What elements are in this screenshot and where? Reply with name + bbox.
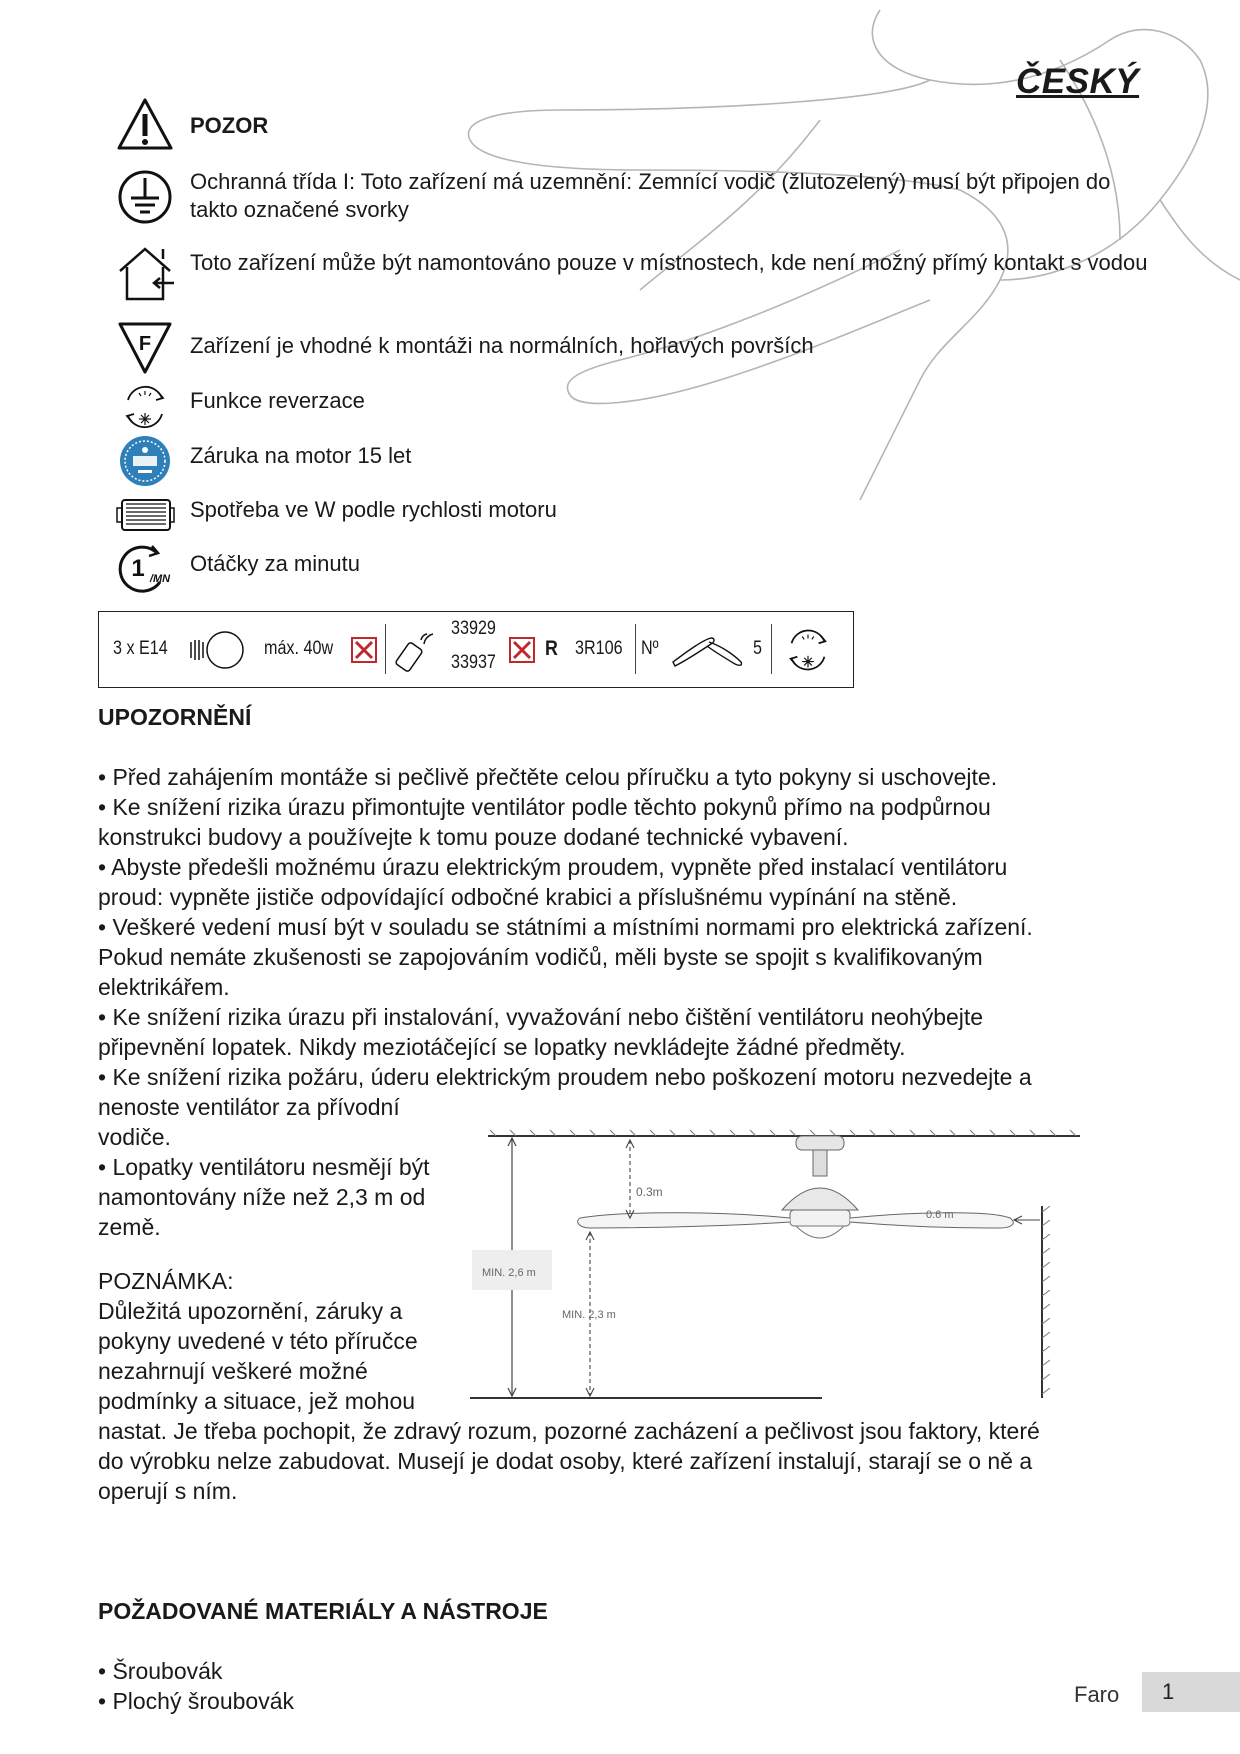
warning-line: nenoste ventilátor za přívodní — [98, 1094, 400, 1120]
reverse-function-small-icon — [779, 622, 837, 678]
tool-item: • Plochý šroubovák — [98, 1688, 294, 1714]
language-heading: ČESKÝ — [1016, 62, 1140, 101]
warning-line: připevnění lopatek. Nikdy meziotáčející se lopatky nevkládejte žádné předměty. — [98, 1034, 906, 1060]
rpm-icon — [116, 540, 174, 598]
indoor-description: Toto zařízení může být namontováno pouze v místnostech, kde není možný přímý kontakt s vodou — [190, 250, 1148, 275]
svg-text:/MN: /MN — [149, 573, 171, 585]
warnings-heading: UPOZORNĚNÍ — [98, 704, 252, 730]
warning-line: vodiče. — [98, 1124, 171, 1150]
note-heading: POZNÁMKA: — [98, 1268, 234, 1294]
model-spec: 3R106 — [575, 638, 623, 659]
blades-count: 5 — [753, 638, 762, 659]
warning-line: • Abyste předešli možnému úrazu elektrickým proudem, vypněte před instalací ventilátoru — [98, 854, 1008, 880]
ground-description: Ochranná třída I: Toto zařízení má uzemnění: Zemnící vodič (žlutozelený) musí být připojen do takto označené svorky — [190, 169, 1111, 222]
svg-text:MIN. 2,3 m: MIN. 2,3 m — [562, 1309, 616, 1321]
warning-line: • Před zahájením montáže si pečlivě přečtěte celou příručku a tyto pokyny si uschovejte. — [98, 764, 998, 790]
reverse-description: Funkce reverzace — [190, 388, 365, 413]
bulb-icon — [187, 630, 247, 670]
warning-line: • Lopatky ventilátoru nesmějí být — [98, 1154, 430, 1180]
f-surface-description: Zařízení je vhodné k montáži na normálních, hořlavých površích — [190, 333, 814, 358]
blades-icon — [669, 630, 745, 670]
warning-line: země. — [98, 1214, 161, 1240]
tools-list — [98, 1656, 294, 1716]
warranty-badge-icon — [116, 432, 174, 490]
remote-code-2: 33937 — [451, 652, 496, 673]
power-description: Spotřeba ve W podle rychlosti motoru — [190, 497, 557, 522]
reverse-function-icon — [116, 378, 174, 436]
remote-not-included-icon — [509, 637, 535, 663]
pozor-label: POZOR — [190, 113, 269, 138]
motor-power-icon — [112, 486, 178, 544]
warning-line: konstrukci budovy a používejte k tomu pouze dodané technické vybavení. — [98, 824, 849, 850]
warning-line: • Ke snížení rizika požáru, úderu elektrickým proudem nebo poškození motoru nezvedejte a — [98, 1064, 1032, 1090]
remote-code-1: 33929 — [451, 618, 496, 639]
warning-icon — [116, 96, 174, 154]
note-line: podmínky a situace, jež mohou — [98, 1388, 416, 1414]
tools-heading: POŽADOVANÉ MATERIÁLY A NÁSTROJE — [98, 1598, 548, 1624]
svg-text:F: F — [138, 333, 152, 355]
warranty-description: Záruka na motor 15 let — [190, 443, 412, 468]
remote-control-icon — [393, 626, 439, 674]
warning-line: • Ke snížení rizika úrazu při instalování, vyvažování nebo čištění ventilátoru neohýbejte — [98, 1004, 984, 1030]
r-label: R — [545, 637, 558, 660]
note-line: do výrobku nelze zabudovat. Musejí je dodat osoby, které zařízení instalují, starají se o ně a — [98, 1448, 1033, 1474]
warning-line: • Ke snížení rizika úrazu přimontujte ventilátor podle těchto pokynů přímo na podpůrnou — [98, 794, 991, 820]
warning-line: • Veškeré vedení musí být v souladu se státními a místními normami pro elektrická zařízení. — [98, 914, 1033, 940]
svg-text:MIN. 2,6 m: MIN. 2,6 m — [482, 1267, 536, 1279]
footer-product-name: Faro — [1074, 1682, 1120, 1707]
bulbs-spec: 3 x E14 — [113, 638, 168, 659]
warning-line: elektrikářem. — [98, 974, 230, 1000]
max-power-spec: máx. 40w — [264, 638, 334, 659]
page-number: 1 — [1142, 1672, 1240, 1712]
svg-text:0.3m: 0.3m — [636, 1185, 663, 1199]
note-line: nastat. Je třeba pochopit, že zdravý rozum, pozorné zacházení a pečlivost jsou faktory, které — [98, 1418, 1040, 1444]
spec-bar — [98, 611, 854, 688]
note-line: Důležitá upozornění, záruky a — [98, 1298, 403, 1324]
tool-item: • Šroubovák — [98, 1658, 223, 1684]
installation-clearance-diagram — [470, 1126, 1090, 1406]
warning-line: proud: vypněte jističe odpovídající odbočné krabici a příslušnému vypínání na stěně. — [98, 884, 958, 910]
note-line: operují s ním. — [98, 1478, 238, 1504]
dimmer-not-allowed-icon — [351, 637, 377, 663]
blades-label: Nº — [641, 638, 659, 659]
warning-line: Pokud nemáte zkušenosti se zapojováním vodičů, měli byste se spojit s kvalifikovaným — [98, 944, 983, 970]
warning-line: namontovány níže než 2,3 m od — [98, 1184, 426, 1210]
svg-text:0.6 m: 0.6 m — [926, 1209, 954, 1221]
ground-icon — [116, 168, 174, 226]
note-line: nezahrnují veškeré možné — [98, 1358, 368, 1384]
svg-text:1: 1 — [131, 555, 145, 582]
note-line: pokyny uvedené v této příručce — [98, 1328, 418, 1354]
f-surface-icon — [116, 320, 174, 378]
indoor-house-icon — [116, 245, 174, 303]
rpm-description: Otáčky za minutu — [190, 551, 360, 576]
